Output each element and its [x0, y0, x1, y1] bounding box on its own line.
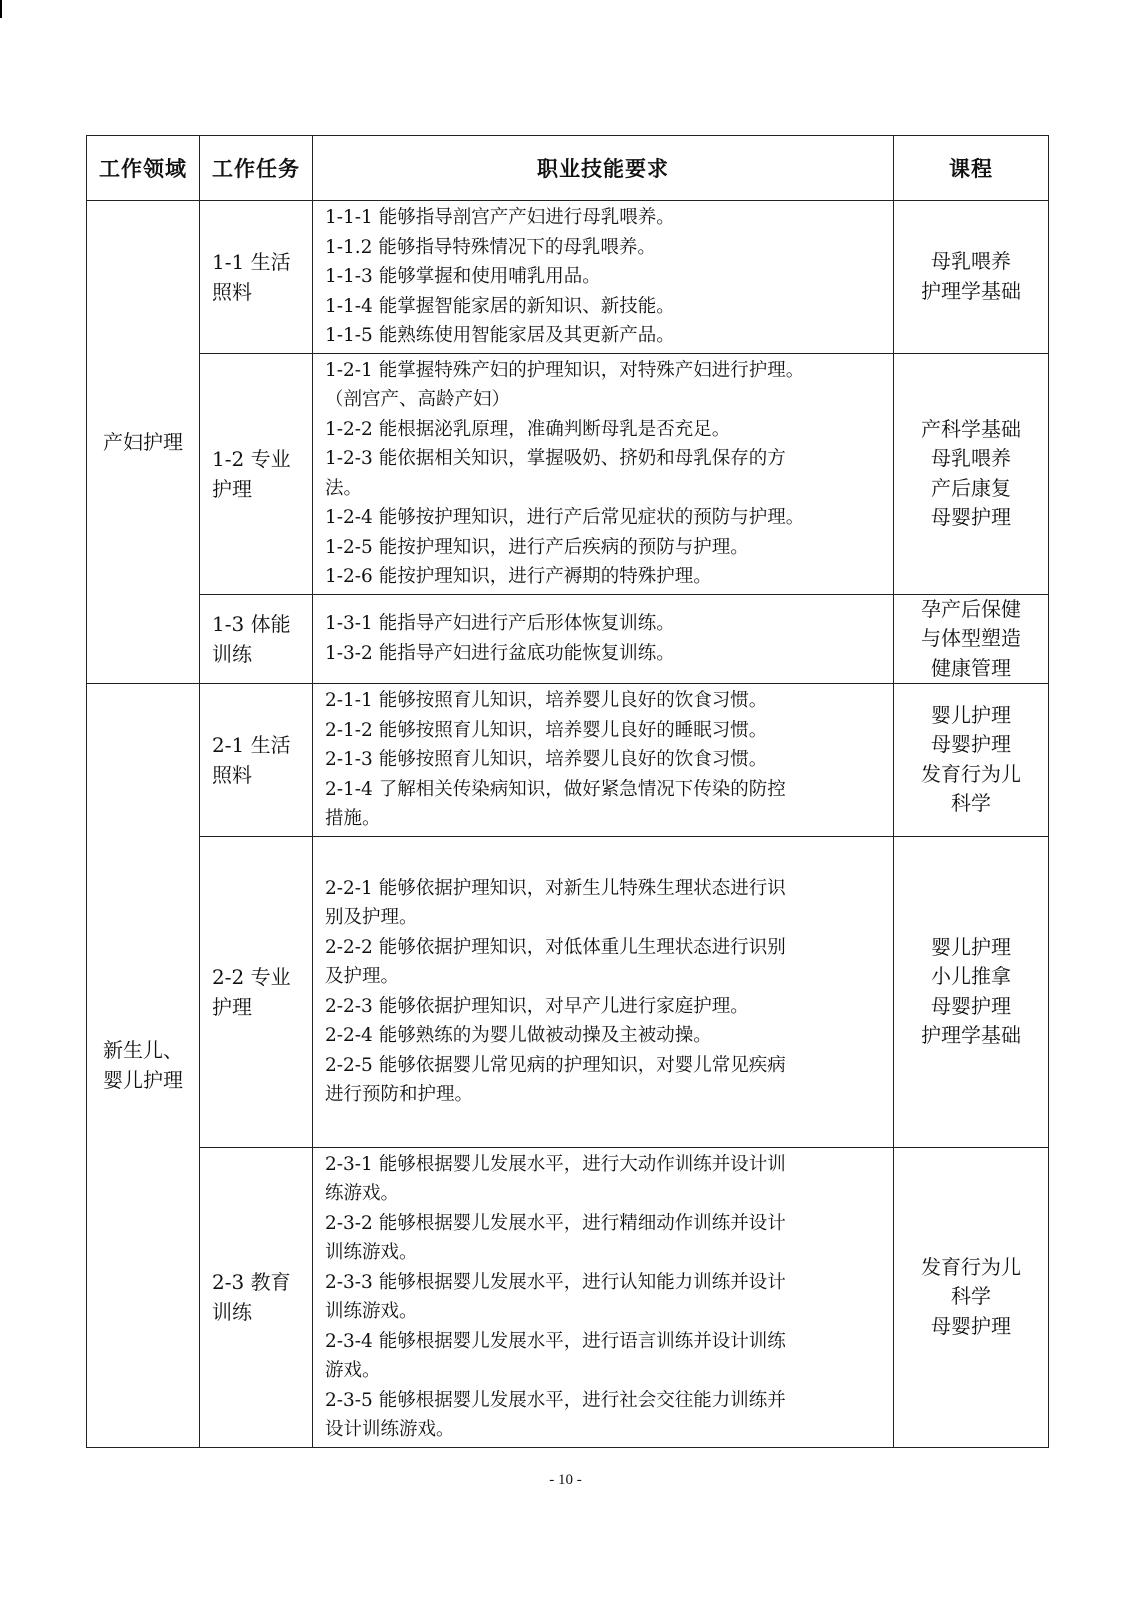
table-row — [87, 353, 1049, 594]
domain-cell — [87, 201, 200, 684]
skill-line: 2-2-5 能够依据婴儿常见病的护理知识，对婴儿常见疾病 — [325, 1054, 786, 1076]
skills-cell — [313, 1147, 894, 1447]
skill-line: 2-1-3 能够按照育儿知识，培养婴儿良好的饮食习惯。 — [325, 749, 768, 770]
course-line: 与体型塑造 — [921, 626, 1021, 650]
skill-line: 训练游戏。 — [325, 1242, 418, 1263]
skill-line: 1-2-6 能按护理知识，进行产褥期的特殊护理。 — [325, 566, 712, 587]
course-line: 护理学基础 — [921, 1023, 1021, 1047]
skill-line: 2-2-1 能够依据护理知识，对新生儿特殊生理状态进行识 — [325, 877, 786, 899]
course-line: 婴儿护理 — [931, 702, 1011, 727]
skill-line: 1-1.2 能够指导特殊情况下的母乳喂养。 — [325, 236, 656, 258]
skill-line: 别及护理。 — [325, 907, 418, 928]
course-cell — [894, 836, 1049, 1147]
task-label: 照料 — [212, 762, 252, 787]
course-cell — [894, 201, 1049, 354]
task-label: 1-2 专业 — [212, 446, 291, 471]
skills-cell — [313, 684, 894, 837]
course-line: 母婴护理 — [931, 1313, 1011, 1338]
course-line: 科学 — [951, 791, 991, 816]
skill-line: 2-3-3 能够根据婴儿发展水平，进行认知能力训练并设计 — [325, 1271, 786, 1293]
domain-cell — [87, 684, 200, 1448]
course-line: 母婴护理 — [931, 993, 1011, 1018]
course-line: 小儿推拿 — [931, 964, 1011, 988]
task-label: 1-3 体能 — [212, 611, 291, 636]
skills-cell — [313, 201, 894, 354]
skill-line: 1-1-4 能掌握智能家居的新知识、新技能。 — [325, 295, 675, 317]
course-cell — [894, 1147, 1049, 1447]
skill-line: 1-3-1 能指导产妇进行产后形体恢复训练。 — [325, 613, 675, 635]
skill-line: 练游戏。 — [325, 1183, 400, 1204]
domain-label: 新生儿、 — [103, 1038, 183, 1063]
task-cell — [200, 594, 313, 684]
skill-line: 1-2-4 能够按护理知识，进行产后常见症状的预防与护理。 — [325, 507, 805, 528]
task-cell — [200, 836, 313, 1147]
course-cell — [894, 594, 1049, 684]
domain-label: 产妇护理 — [103, 430, 183, 454]
course-line: 母乳喂养 — [931, 249, 1011, 274]
skill-line: 1-1-1 能够指导剖宫产产妇进行母乳喂养。 — [325, 207, 675, 228]
skill-line: 进行预防和护理。 — [325, 1084, 474, 1105]
skill-line: 1-1-5 能熟练使用智能家居及其更新产品。 — [325, 325, 675, 346]
skills-cell — [313, 836, 894, 1147]
task-cell — [200, 1147, 313, 1447]
task-label: 1-1 生活 — [212, 249, 291, 274]
course-line: 科学 — [951, 1284, 991, 1309]
course-line: 母婴护理 — [931, 505, 1011, 529]
course-line: 孕产后保健 — [921, 596, 1021, 621]
task-label: 训练 — [212, 1300, 252, 1324]
skill-line: 2-1-4 了解相关传染病知识，做好紧急情况下传染的防控 — [325, 778, 786, 800]
page-number: - 10 - — [549, 1472, 582, 1488]
skill-line: 1-2-2 能根据泌乳原理，准确判断母乳是否充足。 — [325, 418, 731, 440]
course-line: 护理学基础 — [921, 278, 1021, 303]
skill-line: 2-2-2 能够依据护理知识，对低体重儿生理状态进行识别 — [325, 936, 786, 958]
skill-line: 1-2-3 能依据相关知识，掌握吸奶、挤奶和母乳保存的方 — [325, 448, 786, 469]
course-line: 产科学基础 — [921, 416, 1021, 441]
course-line: 母乳喂养 — [931, 446, 1011, 470]
course-line: 产后康复 — [931, 475, 1011, 500]
table-row — [87, 594, 1049, 684]
table-row — [87, 684, 1049, 837]
skill-line: 1-1-3 能够掌握和使用哺乳用品。 — [325, 266, 601, 287]
header-skills: 职业技能要求 — [313, 136, 894, 201]
skill-line: 设计训练游戏。 — [325, 1419, 455, 1440]
skill-line: （剖宫产、高龄产妇） — [325, 389, 511, 410]
skill-line: 法。 — [325, 477, 363, 499]
skills-cell — [313, 353, 894, 594]
task-label: 2-2 专业 — [212, 964, 291, 989]
skill-line: 1-3-2 能指导产妇进行盆底功能恢复训练。 — [325, 642, 675, 664]
skill-line: 2-1-1 能够按照育儿知识，培养婴儿良好的饮食习惯。 — [325, 690, 768, 711]
skill-line: 及护理。 — [325, 966, 400, 987]
skill-line: 2-2-4 能够熟练的为婴儿做被动操及主被动操。 — [325, 1025, 712, 1046]
skill-line: 1-2-1 能掌握特殊产妇的护理知识，对特殊产妇进行护理。 — [325, 359, 805, 381]
table-row — [87, 1147, 1049, 1447]
skill-line: 训练游戏。 — [325, 1301, 418, 1322]
course-cell — [894, 353, 1049, 594]
table-row — [87, 836, 1049, 1147]
header-row — [87, 136, 1049, 201]
course-line: 婴儿护理 — [931, 934, 1011, 959]
course-line: 健康管理 — [931, 655, 1011, 680]
skill-line: 措施。 — [325, 808, 381, 829]
header-domain: 工作领域 — [87, 136, 200, 201]
skill-line: 2-3-2 能够根据婴儿发展水平，进行精细动作训练并设计 — [325, 1212, 786, 1234]
task-label: 照料 — [212, 279, 252, 304]
task-cell — [200, 353, 313, 594]
task-label: 护理 — [212, 994, 252, 1019]
corner-mark — [0, 0, 2, 18]
task-label: 2-3 教育 — [212, 1270, 291, 1294]
course-line: 发育行为儿 — [921, 761, 1021, 786]
task-label: 2-1 生活 — [212, 732, 291, 757]
course-line: 母婴护理 — [931, 732, 1011, 757]
skill-line: 2-3-5 能够根据婴儿发展水平，进行社会交往能力训练并 — [325, 1389, 786, 1411]
skill-line: 2-2-3 能够依据护理知识，对早产儿进行家庭护理。 — [325, 995, 749, 1017]
header-task: 工作任务 — [200, 136, 313, 201]
table-row — [87, 201, 1049, 354]
task-cell — [200, 684, 313, 837]
skill-line: 2-1-2 能够按照育儿知识，培养婴儿良好的睡眠习惯。 — [325, 719, 768, 741]
header-course: 课程 — [894, 136, 1049, 201]
skill-line: 1-2-5 能按护理知识，进行产后疾病的预防与护理。 — [325, 536, 749, 558]
skills-table — [86, 135, 1049, 1448]
course-cell — [894, 684, 1049, 837]
course-line: 发育行为儿 — [921, 1254, 1021, 1279]
skill-line: 2-3-1 能够根据婴儿发展水平，进行大动作训练并设计训 — [325, 1153, 786, 1175]
task-label: 护理 — [212, 476, 252, 501]
domain-label: 婴儿护理 — [103, 1068, 183, 1093]
skills-cell — [313, 594, 894, 684]
skill-line: 2-3-4 能够根据婴儿发展水平，进行语言训练并设计训练 — [325, 1330, 786, 1352]
skill-line: 游戏。 — [325, 1360, 381, 1381]
task-cell — [200, 201, 313, 354]
task-label: 训练 — [212, 641, 252, 666]
